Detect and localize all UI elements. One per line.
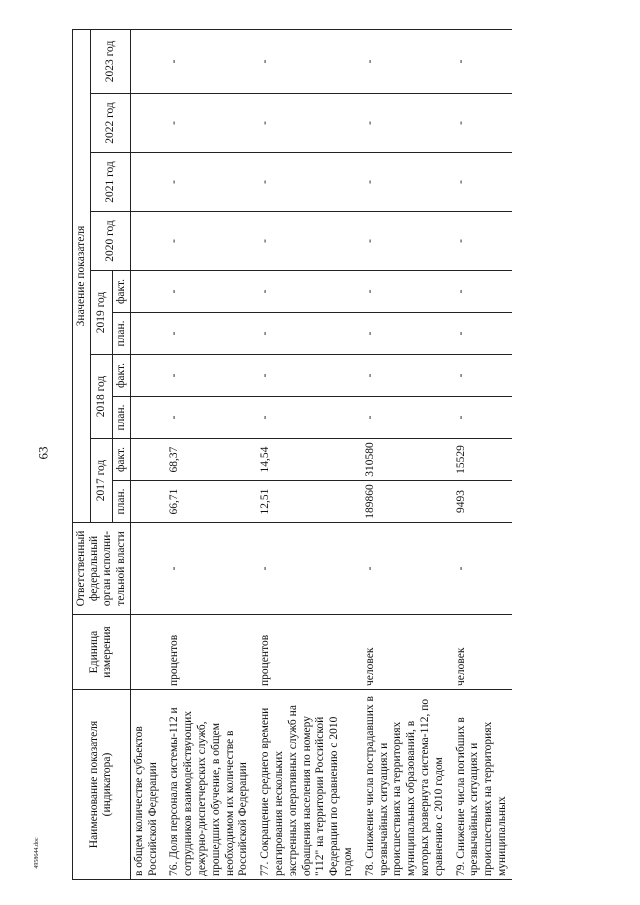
row-2017-plan: 12,51 [253,481,358,523]
header-unit: Единица измерения [73,615,131,690]
row-unit [130,615,162,690]
row-2021: - [358,153,449,212]
row-2022 [130,94,162,153]
table-row [449,29,512,879]
row-2021 [130,153,162,212]
row-authority: - [358,523,449,615]
row-authority: - [253,523,358,615]
row-2017-fact: 310580 [358,439,449,481]
row-2018-plan [130,397,162,439]
row-2019-fact: - [253,271,358,313]
footer-document-id-text: 4958644.doc [34,837,40,869]
row-2019-fact: - [162,271,253,313]
indicator-table [72,29,512,880]
row-unit: процентов [253,615,358,690]
header-values: Значение показателя [73,29,91,522]
header-2019-fact: факт. [112,271,130,313]
row-2020: - [253,212,358,271]
row-2017-fact: 15529 [449,439,512,481]
table-row [358,29,449,879]
row-name: 78. Снижение числа пострадавших в чрезвычайных ситуациях и происшествиях на территориях муниципальных образований, в которых развернута система-112, по сравнению с 2010 годом [358,690,449,880]
row-2019-plan: - [449,313,512,355]
row-2023: - [358,29,449,93]
row-2021: - [162,153,253,212]
row-2023: - [162,29,253,93]
header-2020: 2020 год [91,212,131,271]
row-2020: - [449,212,512,271]
row-name: 76. Доля персонала системы-112 и сотрудников взаимодействующих дежурно-диспетчерских служб, прошедших обучение, в общем необходимом их количестве в Российской Федерации [162,690,253,880]
row-2022: - [253,94,358,153]
row-2021: - [449,153,512,212]
header-2019-plan: план. [112,313,130,355]
row-2018-fact: - [358,355,449,397]
header-2019: 2019 год [91,271,112,355]
row-2019-plan: - [253,313,358,355]
page-number-text: 63 [35,446,50,460]
page-number [30,440,56,466]
header-2018-fact: факт. [112,355,130,397]
row-2019-fact [130,271,162,313]
row-2019-plan: - [162,313,253,355]
row-2020: - [358,212,449,271]
header-2018: 2018 год [91,355,112,439]
row-2023: - [449,29,512,93]
row-2018-plan: - [449,397,512,439]
row-2017-fact: 14,54 [253,439,358,481]
header-2017-fact: факт. [112,439,130,481]
row-2018-fact: - [253,355,358,397]
row-2018-plan: - [162,397,253,439]
header-2018-plan: план. [112,397,130,439]
row-2022: - [449,94,512,153]
row-2023 [130,29,162,93]
row-2022: - [162,94,253,153]
row-2020 [130,212,162,271]
row-authority [130,523,162,615]
rotated-table-wrapper [72,30,612,880]
row-2022: - [358,94,449,153]
row-2019-plan [130,313,162,355]
header-2021: 2021 год [91,153,131,212]
row-2019-fact: - [449,271,512,313]
row-name: 77. Сокращение среднего времени реагирования нескольких экстренных оперативных служб на обращения населения по номеру "112" на территории Российской Федерации по сравнению с 2010 годом [253,690,358,880]
row-unit: процентов [162,615,253,690]
row-authority: - [162,523,253,615]
row-2018-fact: - [449,355,512,397]
header-authority: Ответственный федеральный орган исполни-тельной власти [73,523,131,615]
row-2017-plan [130,481,162,523]
row-2018-fact [130,355,162,397]
row-2019-fact: - [358,271,449,313]
header-name: Наименование показателя (индикатора) [73,690,131,880]
row-2017-fact [130,439,162,481]
row-unit: человек [449,615,512,690]
row-2023: - [253,29,358,93]
row-authority: - [449,523,512,615]
header-2017: 2017 год [91,439,112,523]
row-2017-plan: 189860 [358,481,449,523]
row-name: в общем количестве субъектов Российской Федерации [130,690,162,880]
row-2018-plan: - [358,397,449,439]
row-2017-plan: 66,71 [162,481,253,523]
header-2023: 2023 год [91,29,131,93]
table-row [162,29,253,879]
header-2022: 2022 год [91,94,131,153]
row-2020: - [162,212,253,271]
footer-document-id [32,820,42,890]
row-2019-plan: - [358,313,449,355]
row-2017-fact: 68,37 [162,439,253,481]
row-2021: - [253,153,358,212]
header-2017-plan: план. [112,481,130,523]
row-2018-fact: - [162,355,253,397]
table-row [253,29,358,879]
row-name: 79. Снижение числа погибших в чрезвычайных ситуациях и происшествиях на территориях муниципальных [449,690,512,880]
table-row [130,29,162,879]
row-2018-plan: - [253,397,358,439]
row-2017-plan: 9493 [449,481,512,523]
row-unit: человек [358,615,449,690]
